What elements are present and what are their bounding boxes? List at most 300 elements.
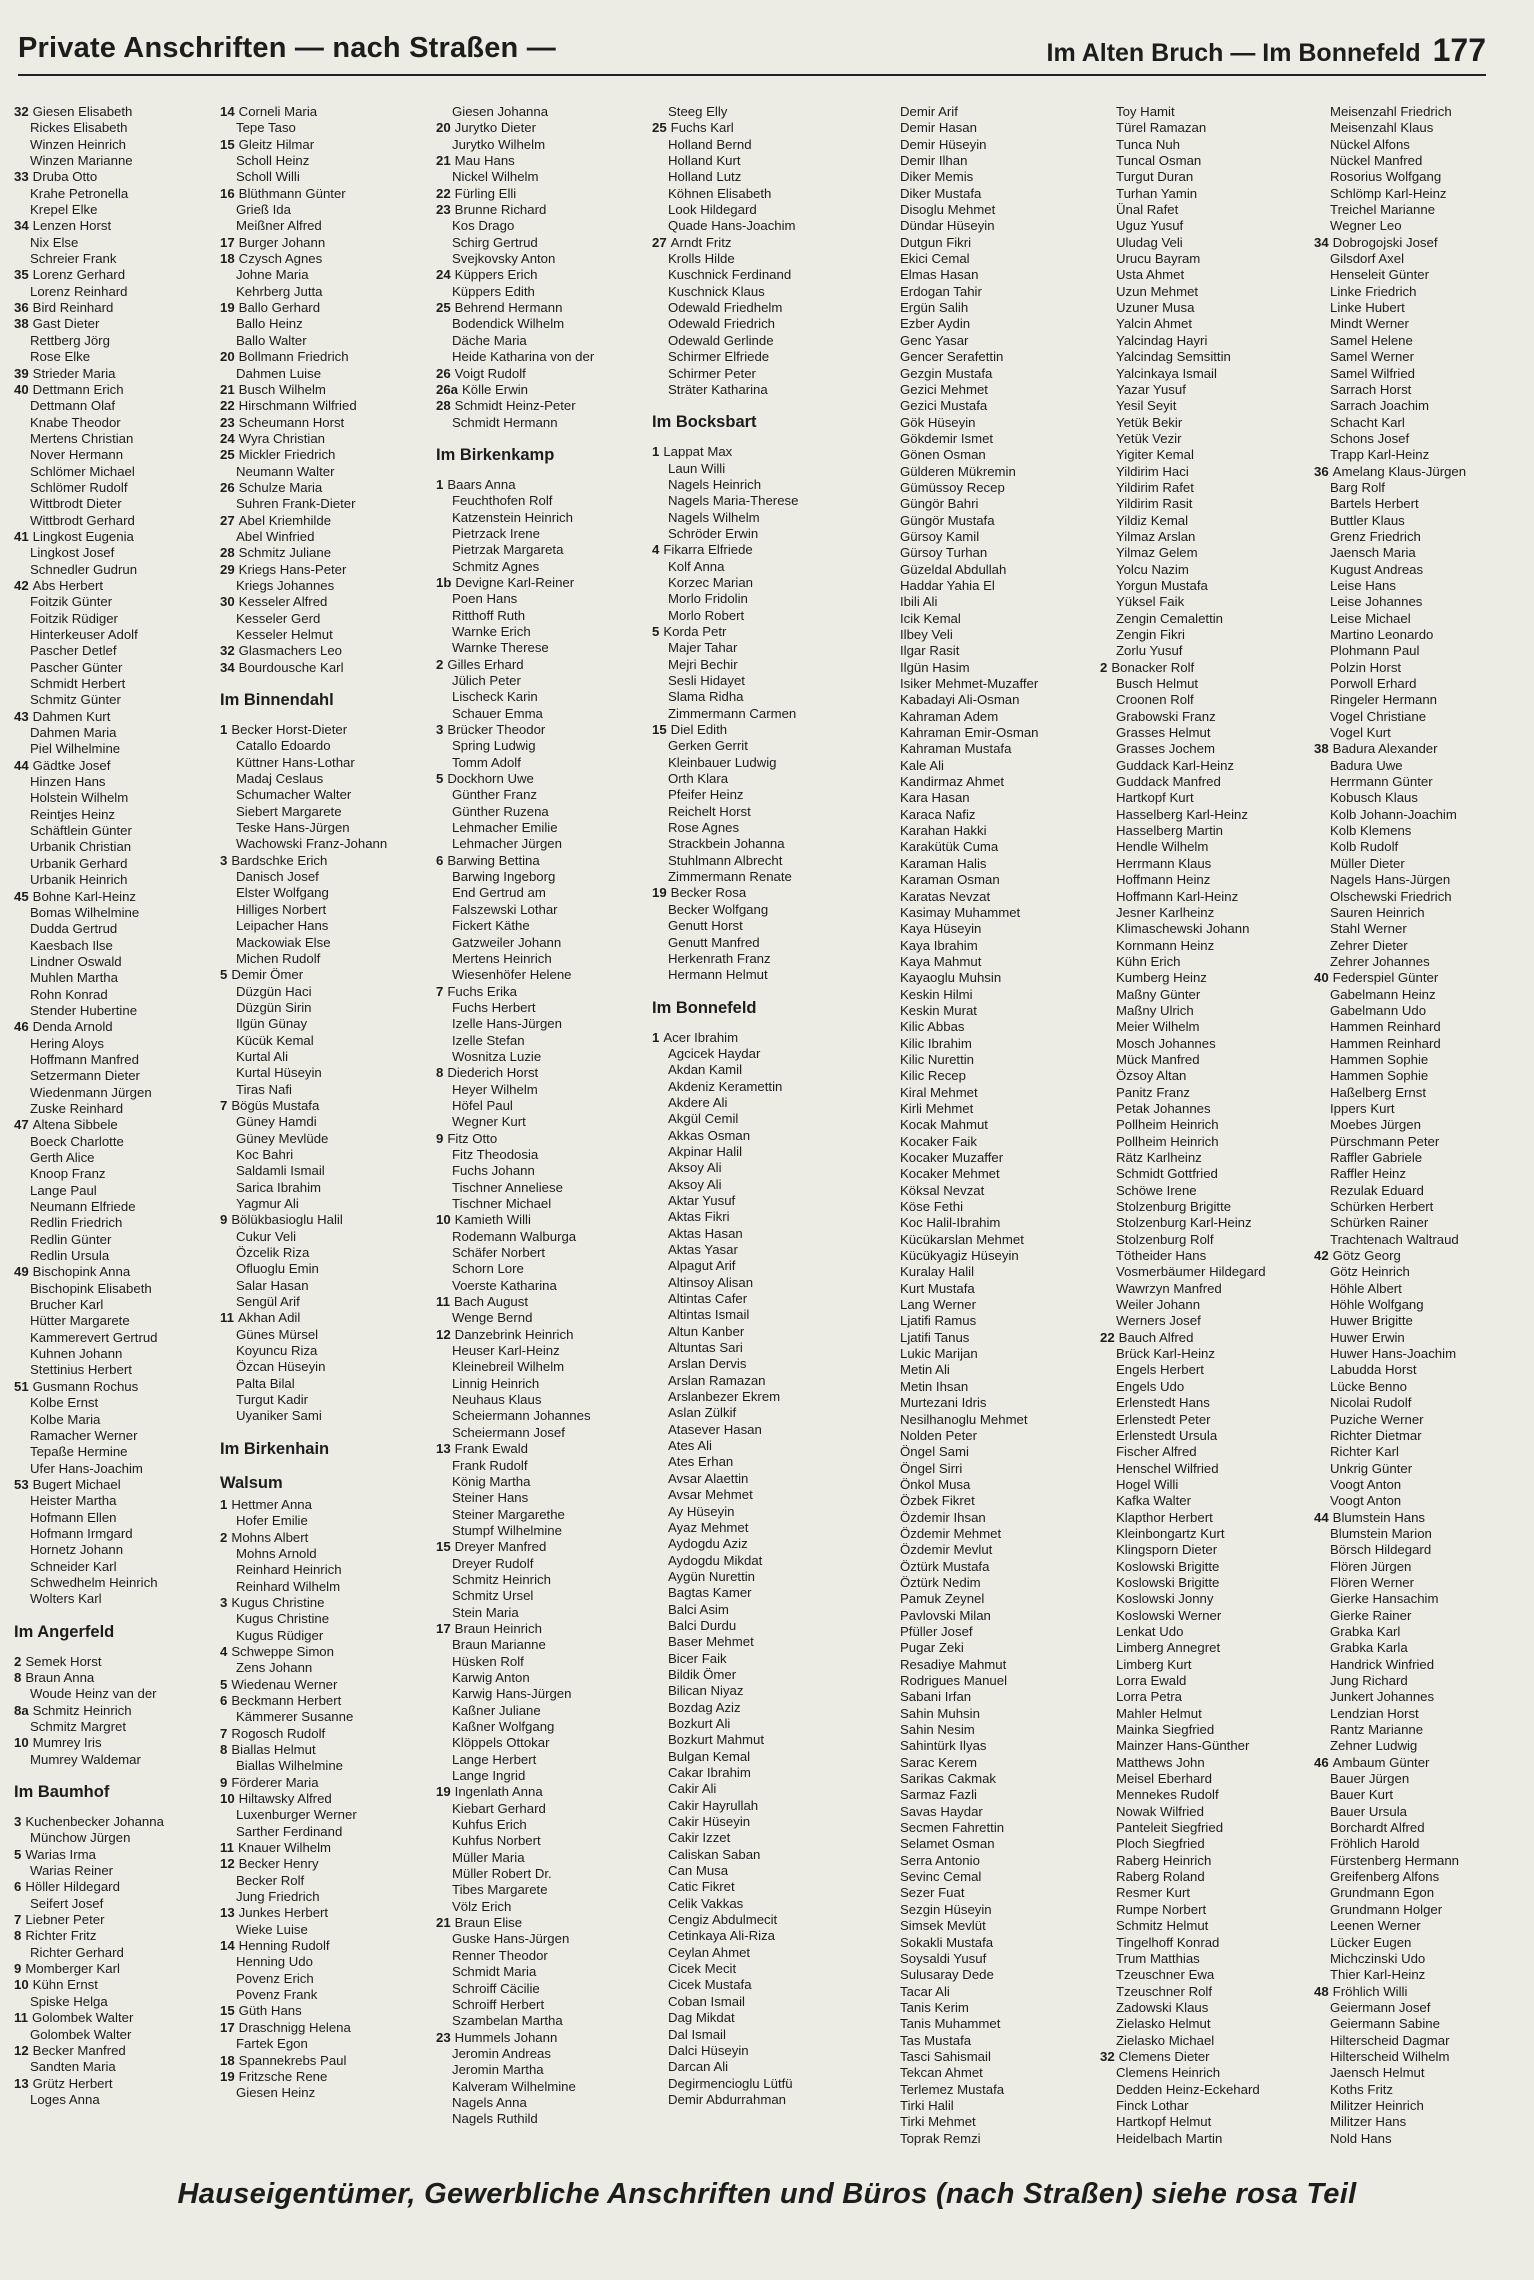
house-number: 6 (220, 1692, 228, 1708)
resident-entry (1314, 1281, 1519, 1297)
resident-name: Gürsoy Turhan (900, 545, 988, 561)
resident-name: Sarac Kerem (900, 1754, 977, 1770)
resident-name: Sokakli Mustafa (900, 1934, 994, 1950)
footer-note: Hauseigentümer, Gewerbliche Anschriften und Büros (nach Straßen) siehe rosa Teil (177, 2178, 1357, 2210)
resident-entry (220, 1408, 425, 1424)
resident-entry (220, 496, 425, 512)
resident-entry (220, 836, 425, 852)
resident-name: Demir Hüseyin (900, 136, 987, 152)
resident-entry (884, 218, 1089, 234)
resident-name: Gerth Alice (30, 1150, 95, 1165)
resident-name: Akgül Cemil (668, 1111, 739, 1127)
resident-name: Abel Kriemhilde (238, 512, 332, 528)
resident-entry (652, 542, 857, 558)
resident-entry (14, 1863, 219, 1879)
resident-entry (1314, 513, 1519, 529)
resident-entry (436, 1327, 641, 1343)
resident-entry (220, 869, 425, 885)
resident-entry (14, 1686, 219, 1702)
resident-entry (884, 1836, 1089, 1852)
resident-entry (652, 1144, 857, 1160)
resident-name: Kafka Walter (1116, 1493, 1191, 1509)
resident-name: Yetük Vezir (1116, 430, 1182, 446)
resident-name: Kasimay Muhammet (900, 904, 1021, 920)
resident-entry (1100, 316, 1305, 332)
resident-entry (14, 1297, 219, 1313)
resident-name: Zielasko Michael (1116, 2032, 1215, 2048)
resident-name: Nagels Anna (452, 2094, 527, 2110)
resident-name: Fuchs Karl (670, 120, 734, 136)
resident-entry (652, 1879, 857, 1895)
resident-entry (1314, 1199, 1519, 1215)
resident-name: Abs Herbert (32, 577, 104, 593)
resident-entry (1314, 366, 1519, 382)
resident-name: Vosmerbäumer Hildegard (1116, 1264, 1266, 1280)
resident-name: Voogt Anton (1330, 1493, 1402, 1509)
resident-entry (884, 251, 1089, 267)
house-number: 7 (220, 1725, 228, 1741)
resident-entry (1100, 1493, 1305, 1509)
resident-entry (436, 657, 641, 673)
resident-name: Martino Leonardo (1330, 627, 1434, 642)
resident-entry (220, 169, 425, 185)
resident-entry (652, 1471, 857, 1487)
resident-entry (220, 1693, 425, 1709)
resident-entry (884, 415, 1089, 431)
resident-name: Yildirim Haci (1116, 463, 1189, 479)
resident-name: Jeromin Martha (452, 2062, 544, 2078)
resident-name: Tepe Taso (236, 120, 296, 136)
house-number: 41 (14, 528, 29, 544)
resident-entry (14, 218, 219, 234)
house-number: 15 (220, 2003, 235, 2019)
resident-entry (14, 2076, 219, 2092)
resident-name: Boeck Charlotte (30, 1133, 124, 1149)
resident-entry (436, 1784, 641, 1800)
resident-entry (1314, 856, 1519, 872)
resident-entry (1314, 1526, 1519, 1542)
header-range (1047, 32, 1487, 69)
resident-entry (652, 510, 857, 526)
resident-name: Grabowski Franz (1116, 708, 1216, 724)
resident-name: Dalci Hüseyin (668, 2042, 749, 2058)
resident-entry (884, 2098, 1089, 2114)
resident-name: Yildirim Rafet (1116, 479, 1194, 495)
house-number: 11 (220, 1840, 234, 1856)
resident-entry (884, 202, 1089, 218)
resident-entry (436, 608, 641, 624)
resident-entry (1100, 594, 1305, 610)
resident-entry (884, 562, 1089, 578)
resident-entry (884, 1477, 1089, 1493)
resident-name: Erlenstedt Peter (1116, 1411, 1211, 1427)
resident-entry (884, 120, 1089, 136)
resident-name: Grundmann Egon (1330, 1885, 1435, 1901)
house-number: 34 (14, 218, 29, 234)
resident-name: Huwer Hans-Joachim (1330, 1346, 1457, 1362)
house-number: 19 (436, 1784, 451, 1800)
house-number: 30 (220, 594, 235, 610)
resident-entry (14, 1670, 219, 1686)
resident-entry (436, 1000, 641, 1016)
resident-name: Hendle Wilhelm (1116, 839, 1209, 855)
resident-name: Hasselberg Karl-Heinz (1116, 806, 1248, 822)
resident-entry (1100, 1150, 1305, 1166)
resident-entry (436, 1866, 641, 1882)
resident-entry (652, 1373, 857, 1389)
house-number: 6 (14, 1879, 22, 1895)
resident-entry (884, 1755, 1089, 1771)
resident-entry (1100, 186, 1305, 202)
resident-name: Karatas Nevzat (900, 888, 991, 904)
resident-name: Ilgün Hasim (900, 659, 970, 675)
resident-entry (14, 349, 219, 365)
resident-entry (436, 1245, 641, 1261)
page-number: 177 (1432, 32, 1486, 68)
resident-name: Hilliges Norbert (236, 901, 327, 917)
resident-entry (1100, 1166, 1305, 1182)
resident-name: Catic Fikret (668, 1879, 735, 1895)
resident-entry (436, 1490, 641, 1506)
resident-entry (1314, 1951, 1519, 1967)
resident-entry (220, 1660, 425, 1676)
resident-name: Müller Maria (452, 1849, 525, 1865)
resident-entry (14, 1814, 219, 1830)
resident-name: Kiebart Gerhard (452, 1800, 546, 1816)
resident-name: Trapp Karl-Heinz (1330, 447, 1430, 463)
resident-name: Höfel Paul (452, 1097, 513, 1113)
resident-name: Ljatifi Ramus (900, 1313, 977, 1329)
resident-entry (436, 267, 641, 283)
resident-name: Schroiff Herbert (452, 1996, 545, 2012)
resident-entry (1314, 889, 1519, 905)
resident-name: Selamet Osman (900, 1836, 995, 1852)
resident-entry (652, 918, 857, 934)
street-heading: Im Birkenkamp (436, 445, 555, 464)
resident-name: Altena Sibbele (32, 1117, 118, 1133)
resident-entry (884, 1395, 1089, 1411)
resident-entry (1314, 267, 1519, 283)
resident-entry (436, 836, 641, 852)
resident-entry (436, 1196, 641, 1212)
resident-name: Jurytko Wilhelm (452, 136, 546, 152)
house-number: 46 (14, 1019, 29, 1035)
resident-entry (14, 2043, 219, 2059)
street-heading: Im Angerfeld (14, 1622, 115, 1641)
resident-entry (14, 267, 219, 283)
resident-name: Tekcan Ahmet (900, 2065, 983, 2081)
resident-entry (884, 807, 1089, 823)
resident-name: Warias Reiner (30, 1863, 114, 1879)
resident-entry (220, 1775, 425, 1791)
resident-entry (884, 954, 1089, 970)
resident-entry (1314, 1624, 1519, 1640)
resident-name: Voigt Rudolf (454, 365, 526, 381)
resident-name: Diker Memis (900, 169, 974, 185)
resident-name: Resadiye Mahmut (900, 1656, 1007, 1672)
resident-entry (884, 643, 1089, 659)
resident-name: Schmidt Hermann (452, 414, 558, 430)
resident-name: Vogel Christiane (1330, 708, 1427, 724)
resident-name: Maßny Günter (1116, 986, 1201, 1002)
resident-entry (1100, 202, 1305, 218)
resident-entry (436, 1359, 641, 1375)
resident-name: Kilic Ibrahim (900, 1035, 972, 1051)
resident-name: Keskin Hilmi (900, 986, 973, 1002)
resident-entry (652, 526, 857, 542)
resident-name: Foitzik Rüdiger (30, 610, 118, 626)
resident-entry (1100, 120, 1305, 136)
resident-name: Huwer Erwin (1330, 1329, 1405, 1345)
resident-name: Jung Richard (1330, 1673, 1408, 1688)
resident-name: Barg Rolf (1330, 479, 1385, 495)
resident-name: Slama Ridha (668, 689, 744, 705)
resident-entry (220, 804, 425, 820)
resident-entry (1314, 1804, 1519, 1820)
resident-name: Denda Arnold (32, 1019, 113, 1035)
resident-entry (1314, 1755, 1519, 1771)
resident-name: Dreyer Manfred (454, 1539, 547, 1555)
resident-entry (1314, 300, 1519, 316)
resident-entry (1314, 758, 1519, 774)
resident-entry (436, 706, 641, 722)
resident-entry (1100, 1461, 1305, 1477)
resident-name: Holland Lutz (668, 169, 742, 185)
resident-entry (884, 1444, 1089, 1460)
resident-entry (14, 2092, 219, 2108)
resident-name: Arndt Fritz (670, 234, 732, 250)
resident-name: Reinhard Wilhelm (236, 1578, 341, 1594)
resident-name: Pfeifer Heinz (668, 787, 744, 803)
resident-entry (220, 1343, 425, 1359)
resident-entry (220, 1791, 425, 1807)
street-heading: Im Bonnefeld (652, 998, 757, 1017)
resident-name: Tomm Adolf (452, 754, 521, 770)
resident-name: Gezici Mustafa (900, 398, 988, 414)
resident-name: Simsek Mevlüt (900, 1918, 986, 1934)
resident-entry (1314, 1559, 1519, 1575)
resident-entry (436, 1392, 641, 1408)
resident-entry (884, 627, 1089, 643)
resident-entry (436, 1229, 641, 1245)
resident-entry (14, 1428, 219, 1444)
house-number: 2 (436, 656, 444, 672)
resident-entry (436, 591, 641, 607)
resident-entry (1100, 1395, 1305, 1411)
resident-entry (1100, 1297, 1305, 1313)
resident-name: Günther Ruzena (452, 803, 549, 819)
resident-name: Kocaker Faik (900, 1133, 977, 1149)
resident-entry (884, 2131, 1089, 2147)
resident-entry (220, 398, 425, 414)
resident-entry (1100, 1689, 1305, 1705)
resident-name: Gilsdorf Axel (1330, 251, 1405, 267)
resident-name: Schroiff Cäcilie (452, 1980, 540, 1996)
resident-name: Rettberg Jörg (30, 332, 110, 348)
resident-entry (884, 1575, 1089, 1591)
resident-name: Meisenzahl Friedrich (1330, 104, 1452, 119)
resident-name: Gülderen Mükremin (900, 463, 1016, 479)
resident-entry (1100, 1379, 1305, 1395)
page-header (18, 28, 1486, 76)
resident-name: Momberger Karl (25, 1961, 120, 1977)
house-number: 32 (1100, 2048, 1115, 2064)
resident-entry (652, 1487, 857, 1503)
resident-entry (1314, 1362, 1519, 1378)
resident-entry (220, 2069, 425, 2085)
resident-entry (14, 284, 219, 300)
house-number: 42 (1314, 1248, 1329, 1264)
resident-name: Küppers Edith (452, 283, 535, 299)
resident-name: Stolzenburg Brigitte (1116, 1199, 1232, 1215)
resident-entry (220, 529, 425, 545)
resident-name: Geiermann Sabine (1330, 2016, 1440, 2032)
resident-name: Ay Hüseyin (668, 1503, 735, 1519)
resident-entry (14, 1264, 219, 1280)
resident-entry (884, 1722, 1089, 1738)
resident-entry (14, 1346, 219, 1362)
resident-name: Kesseler Helmut (236, 627, 333, 642)
resident-name: Grenz Friedrich (1330, 528, 1421, 544)
house-number: 24 (220, 430, 235, 446)
house-number: 2 (14, 1653, 22, 1669)
resident-entry (14, 692, 219, 708)
resident-entry (436, 1801, 641, 1817)
resident-entry (436, 771, 641, 787)
resident-name: Grasses Helmut (1116, 725, 1211, 741)
resident-entry (1314, 1264, 1519, 1280)
house-number: 8a (14, 1702, 29, 1718)
resident-name: Ballo Gerhard (238, 300, 321, 316)
resident-name: Thier Karl-Heinz (1330, 1967, 1426, 1983)
resident-name: Cakar Ibrahim (668, 1765, 751, 1780)
resident-entry (14, 660, 219, 676)
resident-name: Günes Mürsel (236, 1326, 319, 1342)
resident-entry (1314, 2065, 1519, 2081)
resident-name: Güney Hamdi (236, 1114, 317, 1130)
resident-name: Warnke Therese (452, 640, 549, 656)
resident-name: Zadowski Klaus (1116, 1999, 1209, 2015)
resident-entry (1100, 889, 1305, 905)
resident-entry (884, 1918, 1089, 1934)
resident-name: Lingkost Josef (30, 545, 115, 561)
resident-entry (14, 169, 219, 185)
resident-name: Wegner Kurt (452, 1114, 526, 1130)
resident-entry (220, 1562, 425, 1578)
resident-name: Urbanik Heinrich (30, 872, 128, 888)
resident-name: Fröhlich Willi (1332, 1983, 1408, 1999)
resident-entry (220, 1082, 425, 1098)
resident-name: Gilles Erhard (447, 656, 524, 672)
resident-entry (436, 2095, 641, 2111)
resident-entry (884, 1019, 1089, 1035)
resident-entry (652, 251, 857, 267)
resident-entry (220, 120, 425, 136)
resident-name: Corneli Maria (238, 104, 318, 119)
resident-entry (1100, 251, 1305, 267)
resident-entry (1100, 1738, 1305, 1754)
resident-name: Scholl Heinz (236, 153, 310, 169)
resident-name: Barwing Bettina (447, 852, 540, 868)
resident-name: Brück Karl-Heinz (1116, 1346, 1215, 1362)
resident-entry (1100, 938, 1305, 954)
resident-entry (220, 1180, 425, 1196)
resident-entry (1314, 1052, 1519, 1068)
resident-entry (884, 1379, 1089, 1395)
house-number: 28 (436, 398, 451, 414)
resident-name: Aksoy Ali (668, 1160, 722, 1176)
resident-name: Sezer Fuat (900, 1885, 965, 1901)
house-number: 21 (220, 381, 235, 397)
resident-name: Mickler Friedrich (238, 447, 336, 463)
resident-name: Türel Ramazan (1116, 120, 1207, 136)
resident-entry (14, 1281, 219, 1297)
resident-name: Puziche Werner (1330, 1411, 1424, 1427)
house-number: 5 (652, 623, 660, 639)
resident-entry (884, 709, 1089, 725)
resident-name: Gleitz Hilmar (238, 136, 315, 152)
resident-entry (220, 300, 425, 316)
resident-entry (436, 575, 641, 591)
resident-name: Arslanbezer Ekrem (668, 1389, 781, 1405)
house-number: 13 (220, 1905, 235, 1921)
resident-name: Fürstenberg Hermann (1330, 1852, 1460, 1868)
resident-name: Fritzsche Rene (238, 2068, 328, 2084)
resident-name: Schirmer Elfriede (668, 349, 770, 365)
resident-entry (220, 660, 425, 676)
resident-entry (1100, 366, 1305, 382)
resident-entry (220, 1807, 425, 1823)
resident-entry (1100, 1787, 1305, 1803)
resident-name: Demir Ömer (231, 967, 304, 983)
resident-name: Rickes Elisabeth (30, 120, 128, 136)
resident-entry (436, 1098, 641, 1114)
resident-entry (436, 1114, 641, 1130)
house-number: 49 (14, 1264, 29, 1280)
resident-entry (652, 706, 857, 722)
resident-entry (1100, 513, 1305, 529)
resident-name: Pollheim Heinrich (1116, 1117, 1219, 1133)
resident-entry (652, 1798, 857, 1814)
resident-name: Golombek Walter (30, 2026, 132, 2042)
resident-name: Biallas Helmut (231, 1741, 316, 1757)
resident-name: Giesen Johanna (452, 104, 549, 119)
resident-entry (220, 1824, 425, 1840)
resident-entry (1100, 1215, 1305, 1231)
resident-entry (1100, 1869, 1305, 1885)
resident-entry (436, 967, 641, 983)
resident-entry (220, 513, 425, 529)
house-number: 5 (220, 1676, 228, 1692)
resident-entry (14, 872, 219, 888)
resident-name: Fitz Otto (447, 1130, 498, 1146)
house-number: 18 (220, 251, 235, 267)
resident-entry (884, 1493, 1089, 1509)
resident-entry (436, 1817, 641, 1833)
resident-name: Höhle Albert (1330, 1280, 1402, 1296)
resident-entry (1100, 660, 1305, 676)
resident-name: Lange Paul (30, 1182, 97, 1198)
resident-entry (652, 477, 857, 493)
resident-entry (1100, 1640, 1305, 1656)
resident-entry (652, 1683, 857, 1699)
resident-entry (1314, 1542, 1519, 1558)
resident-name: Jaensch Maria (1330, 545, 1416, 561)
resident-entry (1314, 382, 1519, 398)
house-number: 25 (436, 300, 451, 316)
resident-entry (884, 741, 1089, 757)
resident-entry (652, 382, 857, 398)
